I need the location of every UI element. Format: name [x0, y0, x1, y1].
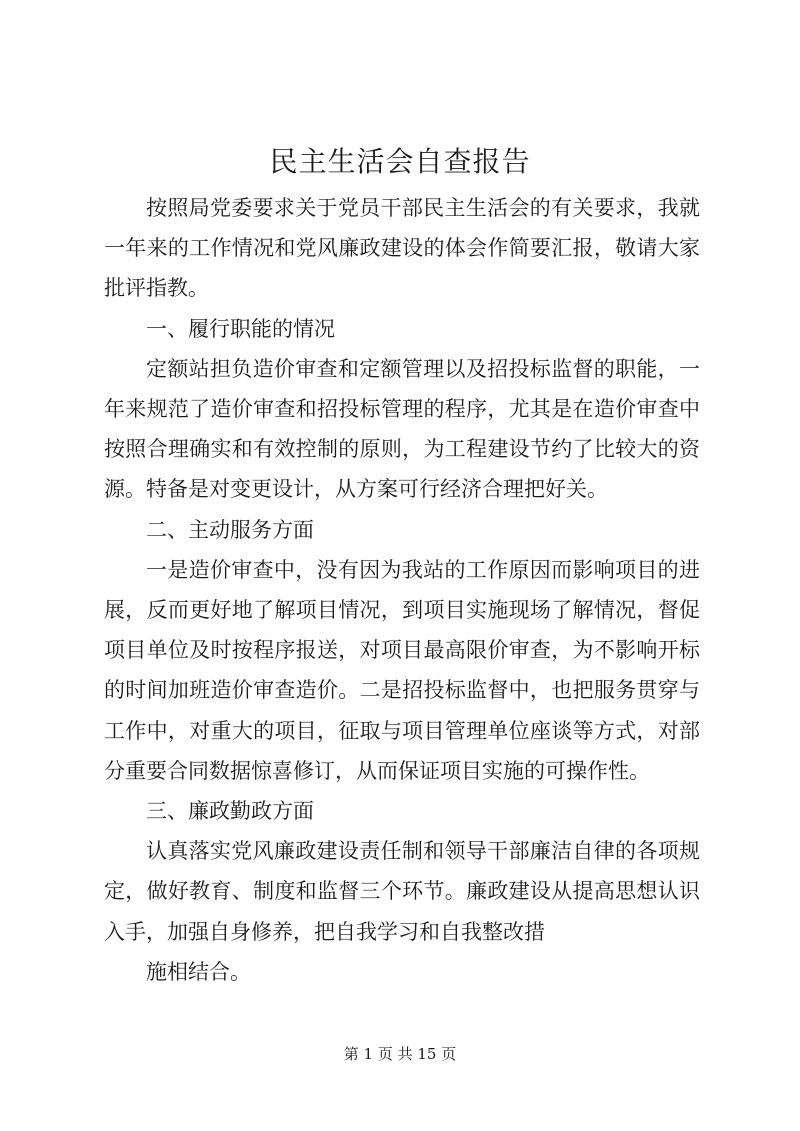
paragraph-section-1: 定额站担负造价审查和定额管理以及招投标监督的职能，一年来规范了造价审查和招投标管理的程序，尤其是在造价审查中按照合理确实和有效控制的原则，为工程建设节约了比较大的资源。特备是对变更设计，从方案可行经济合理把好关。 — [104, 356, 700, 502]
document-title: 民主生活会自查报告 — [269, 145, 531, 178]
section-heading-2: 二、主动服务方面 — [146, 517, 314, 542]
paragraph-intro: 按照局党委要求关于党员干部民主生活会的有关要求，我就一年来的工作情况和党风廉政建设的体会作简要汇报，敬请大家批评指教。 — [104, 196, 700, 301]
section-heading-3: 三、廉政勤政方面 — [146, 799, 314, 824]
paragraph-section-3: 认真落实党风廉政建设责任制和领导干部廉洁自律的各项规定，做好教育、制度和监督三个环节。廉政建设从提高思想认识入手，加强自身修养，把自我学习和自我整改措 — [104, 839, 700, 944]
paragraph-section-2: 一是造价审查中，没有因为我站的工作原因而影响项目的进展，反而更好地了解项目情况，到项目实施现场了解情况，督促项目单位及时按程序报送，对项目最高限价审查，为不影响开标的时间加班造价审查造价。二是招投标监督中，也把服务贯穿与工作中，对重大的项目，征取与项目管理单位座谈等方式，对部分重要合同数据惊喜修订，从而保证项目实施的可操作性。 — [104, 557, 700, 783]
section-heading-1: 一、履行职能的情况 — [146, 316, 335, 341]
document-body — [104, 188, 700, 992]
paragraph-section-3-continued: 施相结合。 — [146, 959, 251, 984]
page-footer: 第 1 页 共 15 页 — [343, 1045, 457, 1063]
